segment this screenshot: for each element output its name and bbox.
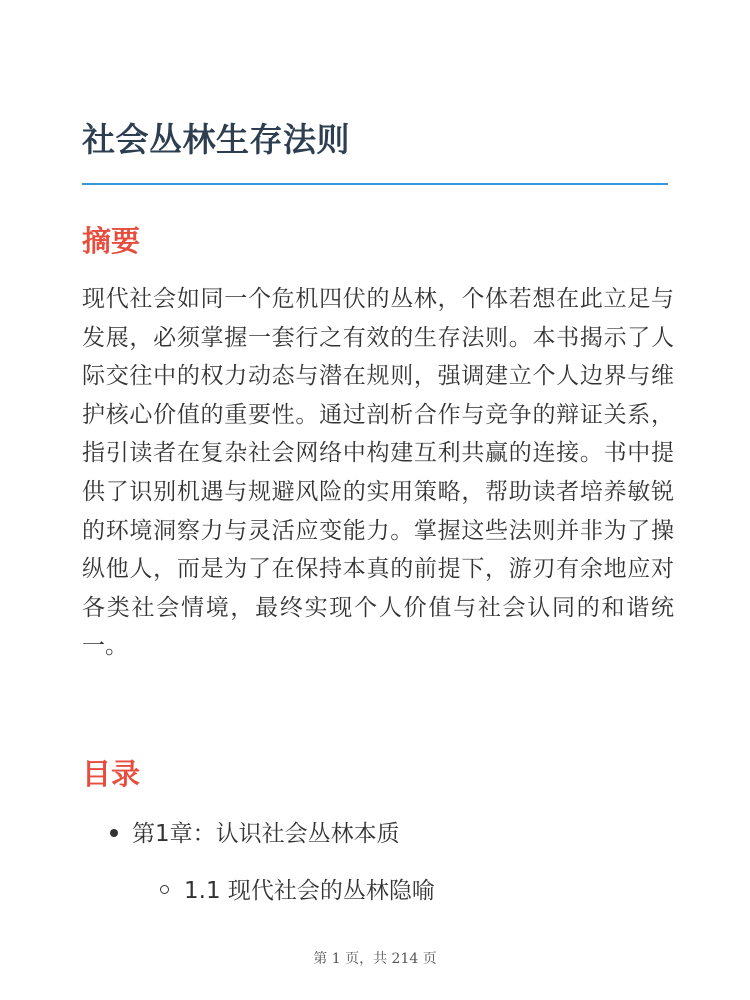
document-title: 社会丛林生存法则 (82, 120, 350, 159)
toc-item-label: 第1章：认识社会丛林本质 (132, 821, 400, 847)
toc-item-label: 1.1 现代社会的丛林隐喻 (184, 878, 435, 904)
title-divider (82, 183, 668, 185)
bullet-circle-icon (160, 885, 169, 894)
bullet-disc-icon (110, 829, 118, 837)
abstract-paragraph: 现代社会如同一个危机四伏的丛林，个体若想在此立足与发展，必须掌握一套行之有效的生存法则。本书揭示了人际交往中的权力动态与潜在规则，强调建立个人边界与维护核心价值的重要性。通过剖析合作与竞争的辩证关系，指引读者在复杂社会网络中构建互利共赢的连接。书中提供了识别机遇与规避风险的实用策略，帮助读者培养敏锐的环境洞察力与灵活应变能力。掌握这些法则并非为了操纵他人，而是为了在保持本真的前提下，游刃有余地应对各类社会情境，最终实现个人价值与社会认同的和谐统一。 (82, 286, 674, 660)
toc-heading: 目录 (82, 757, 141, 791)
page-footer: 第 1 页，共 214 页 (313, 951, 437, 967)
abstract-heading: 摘要 (82, 224, 141, 258)
toc-item-chapter-1[interactable] (110, 817, 400, 851)
toc-item-section-1-1[interactable] (160, 874, 435, 908)
